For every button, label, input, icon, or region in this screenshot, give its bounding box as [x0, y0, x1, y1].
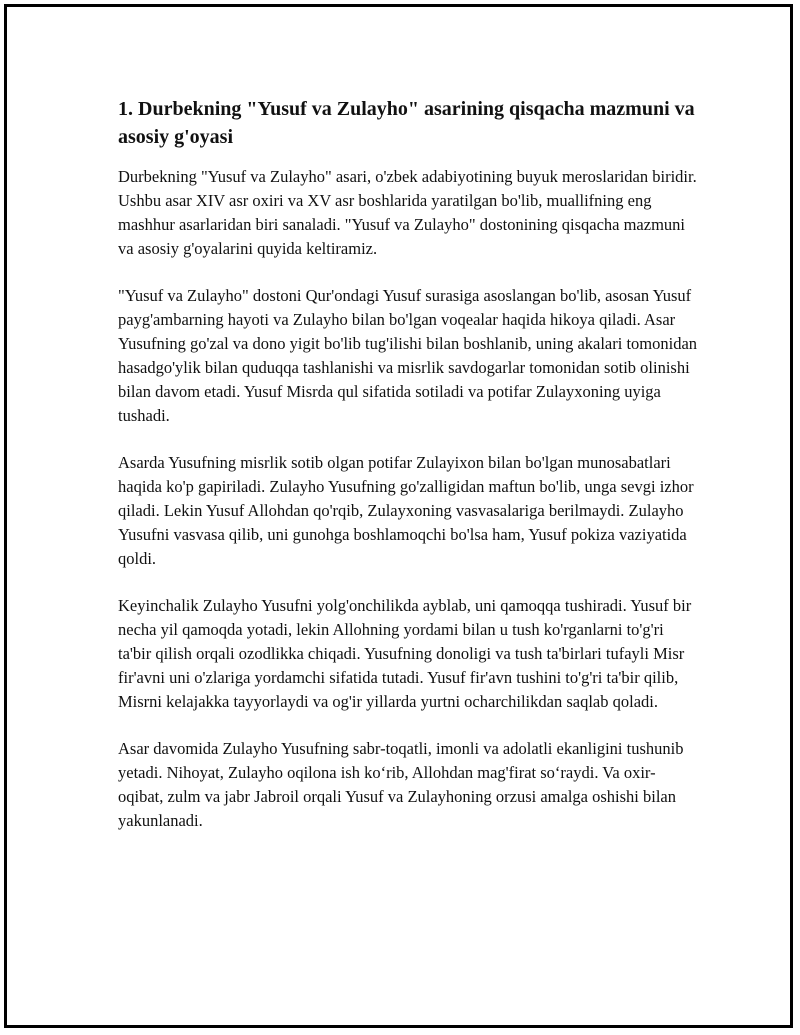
- section-heading: 1. Durbekning "Yusuf va Zulayho" asarining qisqacha mazmuni va asosiy g'oyasi: [118, 98, 695, 148]
- paragraph-5: Asar davomida Zulayho Yusufning sabr-toqatli, imonli va adolatli ekanligini tushunib yetadi. Nihoyat, Zulayho oqilona ish ko‘rib, Allohdan mag'firat so‘raydi. Va oxir-oqibat, zulm va jabr Jabroil orqali Yusuf va Zulayhoning orzusi amalga oshishi bilan yakunlanadi.: [118, 739, 684, 830]
- paragraph-3: Asarda Yusufning misrlik sotib olgan potifar Zulayixon bilan bo'lgan munosabatlari haqida ko'p gapiriladi. Zulayho Yusufning go'zalligidan maftun bo'lib, unga sevgi izhor qiladi. Lekin Yusuf Allohdan qo'rqib, Zulayxoning vasvasalariga berilmaydi. Zulayho Yusufni vasvasa qilib, uni gunohga boshlamoqchi bo'lsa ham, Yusuf pokiza vaziyatida qoldi.: [118, 453, 694, 568]
- paragraph-4: Keyinchalik Zulayho Yusufni yolg'onchilikda ayblab, uni qamoqqa tushiradi. Yusuf bir necha yil qamoqda yotadi, lekin Allohning yordami bilan u tush ko'rganlarni to'g'ri ta'bir qilish orqali ozodlikka chiqadi. Yusufning donoligi va tush ta'birlari tufayli Misr fir'avni uni o'zlariga yordamchi sifatida tutadi. Yusuf fir'avn tushini to'g'ri ta'bir qilib, Misrni kelajakka tayyorlaydi va og'ir yillarda yurtni ocharchilikdan saqlab qoladi.: [118, 596, 692, 711]
- document-body: [118, 95, 698, 856]
- paragraph-1: Durbekning "Yusuf va Zulayho" asari, o'zbek adabiyotining buyuk meroslaridan biridir. Ushbu asar XIV asr oxiri va XV asr boshlarida yaratilgan bo'lib, muallifning eng mashhur asarlaridan biri sanaladi. "Yusuf va Zulayho" dostonining qisqacha mazmuni va asosiy g'oyalarini quyida keltiramiz.: [118, 167, 697, 258]
- paragraph-2: "Yusuf va Zulayho" dostoni Qur'ondagi Yusuf surasiga asoslangan bo'lib, asosan Yusuf payg'ambarning hayoti va Zulayho bilan bo'lgan voqealar haqida hikoya qiladi. Asar Yusufning go'zal va dono yigit bo'lib tug'ilishi bilan boshlanib, uning akalari tomonidan hasadgo'ylik bilan quduqqa tashlanishi va misrlik savdogarlar tomonidan sotib olinishi bilan davom etadi. Yusuf Misrda qul sifatida sotiladi va potifar Zulayxoning uyiga tushadi.: [118, 286, 698, 425]
